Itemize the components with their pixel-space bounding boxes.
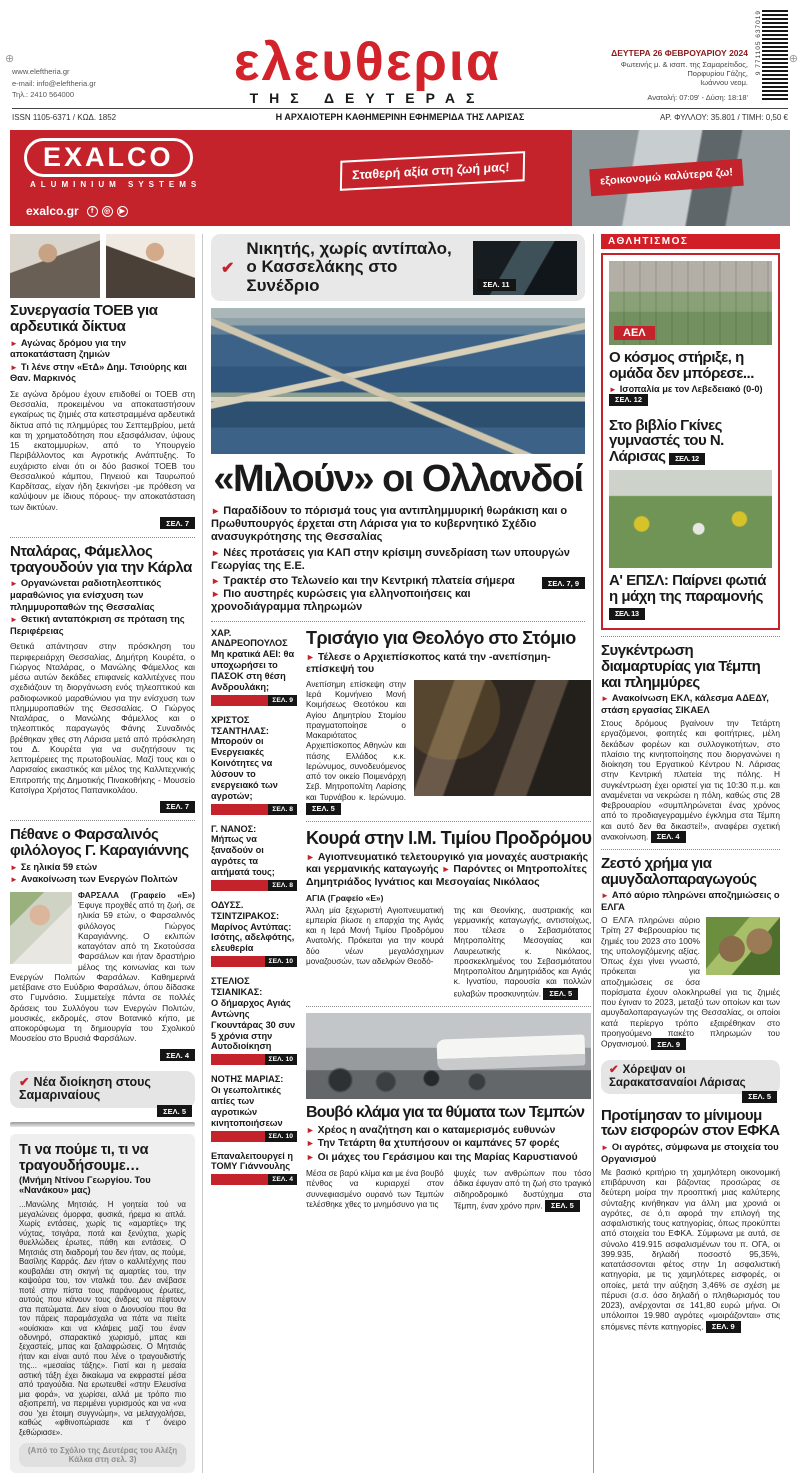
karla-flood-aerial-photo [211,308,585,454]
left-column [10,234,202,1473]
page-badge: ΣΕΛ. 5 [742,1091,777,1103]
article-body: Με βασικό κριτήριο τη χαμηλότερη οικονομική επιβάρυνση και βάζοντας προσώρας σε δεύτερη μοίρα την προοπτική μιας καλύτερης σύνταξης κινήθηκαν για άλλη μια χρονιά οι αγρότες, σε ό,τι αφορά την επιλογή της ασφαλιστικής τους κατηγορίας, όπως προκύπτει από στοιχεία του ΕΦΚΑ. Σύμφωνα με αυτά, σε σύνολο 419.915 ασφαλισμένων του π. ΟΓΑ, οι 399.935, δηλαδή ποσοστό 95,35%, κατατάσσονται φέτος στην 1η ασφαλιστική κατηγορία, με τις χαμηλότερες εισφορές, οι οποίες, μετά την αύξηση 3,46% σε σχέση με πέρυσι (σ.σ. όσο δηλαδή ο πληθωρισμός του 2023), ανέρχονται σε 141,80 ευρώ μήνα. Οι υπόλοιποι 19.980 αγρότες «μοιράζονται» στις επόμενες πέντε κατηγορίες. ΣΕΛ. 9 [601,1166,780,1332]
red-bar [211,1131,265,1142]
page-badge: ΣΕΛ. 12 [609,394,648,406]
page-badge: ΣΕΛ. 7 [160,801,195,813]
article-bullet: ► Αγώνας δρόμου για την αποκατάσταση ζημιών [10,337,126,360]
ad-tagline: Σταθερή αξία στη ζωή μας! [340,151,525,191]
article-trisagio [306,628,591,815]
article-bullet: ΣΕΛ. 7, 9 ► Τρακτέρ στο Τελωνείο και την Κεντρική πλατεία σήμερα ► Πιο αυστηρές κυρώσεις για ελληνοποιήσεις και χρονοδιάγραμμα πληρωμών [211,575,585,615]
article-toeb [10,303,195,531]
teaser-text: Νέα διοίκηση στους Σαμαριναίους [19,1074,151,1103]
bullet-icon: ► [609,384,617,394]
page-badge: ΣΕΛ. 5 [157,1105,192,1117]
article-bullet: ► Ανακοίνωση των Ενεργών Πολιτών [10,874,178,885]
masthead [0,0,800,124]
opinion-title: Μήπως να ξαναδούν οι αγρότες τα αιτήματά τους; [211,834,275,878]
bullet-icon: ► [306,851,315,862]
article-tempi [306,1104,591,1212]
opinion-title: Επαναλειτουργεί η ΤΟΜΥ Γιάννουλης [211,1150,294,1172]
opinion-teaser [211,900,297,967]
instagram-icon: ◎ [102,206,113,217]
page-badge: ΣΕΛ. 13 [609,608,645,620]
article-bullet: ► Παραδίδουν το πόρισμά τους για αντιπλημμυρική θωράκιση και ο Πρωθυπουργός έρχεται στη Λάρισα για το κυβερνητικό Σχέδιο ανασυγκρότησης της Θεσσαλίας [211,505,568,544]
page-badge: ΣΕΛ. 10 [265,1054,297,1065]
bullet-icon: ► [441,864,451,875]
opinion-title: Μπορούν οι Ενεργειακές Κοινότητες να λύσουν το ενεργειακό των αγροτών; [211,736,278,801]
bullet-icon: ► [601,694,609,704]
dateline: ΑΓΙΑ (Γραφείο «Ε») [306,892,384,903]
article-efka [601,1108,780,1333]
article-bullet: ► Σε ηλικία 59 ετών [10,861,98,872]
page-badge: ΣΕΛ. 12 [669,453,705,465]
bullet-icon: ► [211,506,221,517]
page-badge: ΣΕΛ. 9 [706,1321,741,1333]
archbishop-visit-photo [414,680,591,796]
article-karagiannis [10,827,195,1062]
opinion-column [10,1134,195,1473]
bullet-icon: ► [306,1152,315,1163]
opinion-title: Μη κρατικά ΑΕΙ: θα υποχωρήσει το ΠΑΣΟΚ στη θέση Ανδρουλάκη; [211,649,295,692]
bullet-icon: ► [306,651,315,662]
page-badge: ΣΕΛ. 7, 9 [542,577,585,589]
red-bar [211,1054,265,1065]
article-bullet: ► Χρέος η αναζήτηση και ο καταμερισμός ευθυνών [306,1124,556,1136]
ael-match-photo [609,261,772,345]
article-bullet: ► Από αύριο πληρώνει αποζημιώσεις ο ΕΛΓΑ [601,889,780,912]
opinion-title: Οι γεωπολιτικές αιτίες των αγροτικών κινητοποιήσεων [211,1085,283,1128]
page-badge: ΣΕΛ. 5 [543,988,578,1000]
article-headline: Α' ΕΠΣΛ: Παίρνει φωτιά η μάχη της παραμονής ΣΕΛ. 13 [609,571,766,619]
opinion-teaser [211,715,297,815]
opinion-teaser [211,824,297,891]
opinion-teaser-column [211,628,297,1212]
kasselakis-photo [473,241,577,295]
red-bar [211,804,268,815]
ad-claim: εξοικονομώ καλύτερα ζω! [589,159,744,197]
article-headline: Νταλάρας, Φάμελλος τραγουδούν για την Κάρλα [10,542,192,576]
right-column [594,234,780,1473]
almonds-photo [706,917,780,975]
youtube-icon: ▶ [117,206,128,217]
bullet-icon: ► [10,862,18,872]
article-body: Ο ΕΛΓΑ πληρώνει αύριο Τρίτη 27 Φεβρουαρίου τις ζημιές του 2023 στο 100% της υπολογιζόμενης αξίας. Όπως έχει γίνει γνωστό, πρόκειται για αποζημιώσεις σε όσα πορίσματα έχουν ολοκληρωθεί για τις ζημιές που έγιναν το 2023, μεταξύ των οποίων και των αμυγδαλοπαραγωγών της Θεσσαλίας, οι οποίοι κατά περίεργο τρόπο εξαιρέθηκαν στο προηγούμενο πακέτο πληρωμών του Οργανισμού. ΣΕΛ. 9 [601,915,780,1049]
page-badge: ΣΕΛ. 10 [265,956,297,967]
bullet-icon: ► [10,338,18,348]
bullet-icon: ► [10,875,18,885]
website: www.eleftheria.gr [12,67,70,77]
bullet-icon: ► [10,579,18,589]
article-headline: Τρισάγιο για Θεολόγο στο Στόμιο [306,627,576,648]
opinion-title: Ο δήμαρχος Αγιάς Αντώνης Γκουντάρας 30 συν 5 χρόνια στην Αυτοδιοίκηση [211,997,296,1052]
teaser-samarina [10,1071,195,1116]
article-bullet: ► Τέλεσε ο Αρχιεπίσκοπος κατά την -ανεπίσημη- επίσκεψή του [306,650,551,676]
newspaper-logo [147,31,588,106]
middle-articles [306,628,591,1212]
article-headline: Συνεργασία ΤΟΕΒ για αρδευτικά δίκτυα [10,302,158,335]
page-badge: ΣΕΛ. 4 [651,831,686,843]
opinion-author: Γ. ΝΑΝΟΣ: [211,823,257,834]
article-body: Σε αγώνα δρόμου έχουν επιδοθεί οι ΤΟΕΒ στη Θεσσαλία, προκειμένου να αποκαταστήσουν εγκαίρως τις ζημιές στα κατεστραμμένα αρδευτικά δίκτυα από τις πλημμύρες του Σεπτεμβρίου, μετά και τη χρηματοδότηση που εξασφάλισαν, ύψους 15 εκατομμυρίων, από το Υπουργείο Περιβάλλοντος και Αγροτικής Ανάπτυξης. Το ευχάριστο είναι ότι οι δύο βασικοί ΤΟΕΒ του Θεσσαλικού κάμπου, Πηνειού και Ταυρωπού Καρδίτσας, είχαν ήδη ξεκινήσει -με πρόθεση να καλύψουν με ίδιους πόρους- την αποκατάσταση των δικτύων. [10,388,195,512]
article-bullet: ► Οι μάχες του Γεράσιμου και της Μαρίας Καρυστιανού [306,1152,578,1164]
article-body-col2: της και Θεονίκης, αυστριακής και γερμανικής καταγωγής, αντιστοίχως, που τέλεσε ο Σεβασμιότατος Μητροπολίτης Μεσογαίας και Λαυρεωτικής κ. Νικόλαος, προσκεκλημένος του Σεβασμιότατου Μητροπολίτου Δημητριάδος και Αγιάς κ. Ιγνατίου, παρουσία και πολλών ευλαβών προσκυνητών. ΣΕΛ. 5 [453,905,592,999]
article-bullet: ► Ισοπαλία με τον Λεβεδειακό (0-0) ΣΕΛ. 12 [609,383,763,404]
teaser-kasselakis [211,234,585,301]
check-icon: ✔ [609,1064,619,1077]
article-koura [306,828,591,1000]
article-body-col1: Μέσα σε βαρύ κλίμα και με ένα βουβό πένθος να κυριαρχεί στον συννεφιασμένο ουρανό των Τεμπών τελέσθηκε χθες το μνημόσυνο για τις [306,1169,444,1209]
ad-main [10,130,572,226]
teaser-sarakatsanaioi [601,1060,780,1101]
column-title: Τι να πούμε τι, τι να τραγουδήσουμε… [19,1142,149,1175]
divider [10,820,195,821]
page-badge: ΣΕΛ. 4 [268,1174,297,1185]
opinion-title: Μαρίνος Αντύπας: Ισότης, αδελφότης, ελευθερία [211,921,295,954]
saints-line: Πορφυρίου Γάζης, [687,69,748,78]
divider [601,849,780,850]
opinion-teaser [211,976,297,1065]
logo-title: ελευθερια [233,31,502,92]
exalco-logo-subtitle: ALUMINIUM SYSTEMS [30,180,202,189]
article-headline: Κουρά στην Ι.Μ. Τιμίου Προδρόμου [306,827,592,848]
check-icon: ✔ [19,1074,30,1089]
divider [306,821,591,822]
divider [306,1006,591,1007]
bullet-icon: ► [601,1143,609,1152]
page-badge: ΣΕΛ. 5 [306,803,341,815]
article-headline: Πέθανε ο Φαρσαλινός φιλόλογος Γ. Καραγιάννης [10,826,189,859]
page-badge: ΣΕΛ. 8 [268,880,297,891]
teaser-text: Νικητής, χωρίς αντίπαλο, ο Κασσελάκης στο Συνέδριο [246,239,452,295]
article-body-col2: ψυχές των ανθρώπων που τόσο άδικα έφυγαν από τη ζωή στο τραγικό σιδηροδρομικό δυστύχημα στα Τέμπη, έναν χρόνο πριν. ΣΕΛ. 5 [453,1169,592,1211]
masthead-info [588,48,748,106]
bullet-icon: ► [10,615,18,625]
ad-website: exalco.gr [26,204,79,218]
saints-line: Ιωάννου νεομ. [700,78,748,87]
page-badge: ΣΕΛ. 7 [160,517,195,529]
article-bullet: ► Οργανώνεται ραδιοτηλεοπτικός μαραθώνιος για ενίσχυση των πλημμυροπαθών της Θεσσαλίας [10,578,162,612]
article-body: Στους δρόμους βγαίνουν την Τετάρτη εργαζόμενοι, φοιτητές και φοιτήτριες, μέλη δεκάδων φορέων και συλλογικοτήτων, στο πλαίσιο της κινητοποίησης που διοργανώνει η διοίκηση του Εργατικού Κέντρου Ν. Λάρισας στην Κεντρική πλατεία της πόλης. Η συγκέντρωση έχει οριστεί για τις 10:30 π.μ. και αναμένεται να νεκρώσει η πόλη, καθώς στις 28 Φεβρουαρίου «συμπληρώνεται ένας χρόνος από το προδιαγεγραμμένο έγκλημα στα Τέμπη και αυτό δεν θα δικαστεί!», αναφέρει σχετική ανακοίνωση. ΣΕΛ. 4 [601,718,780,842]
toeb-official-photo-2 [106,234,196,298]
main-headline: «Μιλούν» οι Ολλανδοί [213,458,583,501]
phone: Τηλ.: 2410 564000 [12,89,74,99]
article-bullet: ► Την Τετάρτη θα χτυπήσουν οι καμπάνες 57 φορές [306,1138,560,1150]
page-badge: ΣΕΛ. 4 [160,1049,195,1061]
article-elga [601,856,780,1050]
social-icons [87,206,128,217]
logo-subtitle: ΤΗΣ ΔΕΥΤΕΡΑΣ [249,90,486,106]
opinion-author: ΣΤΕΛΙΟΣ ΤΣΙΑΝΙΚΑΣ: [211,976,263,998]
barcode-number: 9 771105 637019 [755,10,762,76]
opinion-author: ΝΟΤΗΣ ΜΑΡΙΑΣ: [211,1074,284,1085]
red-bar [211,1174,268,1185]
page-badge: ΣΕΛ. 9 [651,1038,686,1050]
article-headline: Ο κόσμος στήριξε, η ομάδα δεν μπόρεσε... [609,349,754,382]
masthead-rule [12,108,788,124]
page-badge: ΣΕΛ. 5 [545,1200,580,1212]
bullet-icon: ► [306,1124,315,1135]
bullet-icon: ► [211,576,221,587]
article-body: ΦΑΡΣΑΛΑ (Γραφείο «Ε») Έφυγε προχθές από τη ζωή, σε ηλικία 59 ετών, ο Φαρσαλινός φιλόλογος Γιώργος Καραγιάννης. Ο εκλιπών καταγόταν από τη Σκοτούσσα Φαρσάλων και ήταν δραστήριο μέλος της κοινωνίας και των Ενεργών Πολιτών Φαρσάλων. Καθημερινά μετέβαινε στο Ευύδριο Φαρσάλων, όπου δίδασκε στο Γυμνάσιο. Συμμετείχε πάντα σε πολλές δράσεις του Συλλόγου των Ενεργών Πολιτών, μουσικές, εκδρομές, στον Βοτανικό κήπο, με αποκορύφωμα τη δημιουργία του Σχολικού Μουσείου στο Βρυσιά Φαρσάλων. [10,889,195,1044]
article-bullet: ► Νέες προτάσεις για ΚΑΠ στην κρίσιμη συνεδρίαση των υπουργών Γεωργίας της Ε.Ε. [211,546,570,572]
article-headline: Ζεστό χρήμα για αμυγδαλοπαραγωγούς [601,854,757,888]
opinion-teaser [211,1074,297,1141]
article-bullet: ► Αγιοπνευματικό τελετουργικό για μοναχές αυστριακής και γερμανικής καταγωγής ► Παρόντες οι Μητροπολίτες Δημητριάδος Ιγνάτιος και Μεσογαίας Νικόλαος [306,850,589,888]
article-headline: Συγκέντρωση διαμαρτυρίας για Τέμπη και πλημμύρες [601,642,761,691]
red-bar [211,956,265,967]
email: e-mail: info@eleftheria.gr [12,78,96,88]
team-badge: ΑΕΛ [614,326,655,340]
bullet-icon: ► [10,362,18,372]
barcode-stripes [762,10,788,102]
issue-date: ΔΕΥΤΕΡΑ 26 ΦΕΒΡΟΥΑΡΙΟΥ 2024 [611,48,748,58]
main-headline-bullets [211,505,585,615]
saints-line: Φωτεινής μ. & ισαπ. της Σαμαρείτιδος, [620,60,748,69]
red-bar [211,695,268,706]
column-body: ...Μανώλης Μητσιάς. Η γοητεία τού να μεγαλώνεις όμορφα, φυσικά, ήρεμα κι απλά. Χωρίς εντάσεις, χωρίς τις «αμαρτίες» της νύχτας, τσιγάρα, ποτά και ξενύχτια, χωρίς θυελλώδεις έρωτες, πάθη και εντάσεις. Ο Μητσιάς στη διαδρομή του δεν ήταν, ας πούμε, Βασίλης Καρράς. Δεν ήταν ο καλλιτέχνης που κουβαλάει στη σκηνή τις αμαρτίες του, την καψούρα του, τον νταλκά του. Δεν ανέβασε ποτέ στην πίστα τους παράνομους έρωτες, αυτούς που κάνουν τους άνδρες να πέφτουν στα πατώματα. Δεν είναι ο Διονυσίου που θα τον πάρεις παραμάσχαλα να πάτε να πιείτε «ουίσκια» και να κλάψεις μαζί του έναν οδυνηρό, σπαρακτικό χωρισμό, μπας και ξεχαστείς, μπας και ξαλαφρώσεις. Ο Μητσιάς ήταν και είναι αυτό που λένε ο τραγουδιστής της... «μεσαίας τάξης». Γιατί και η μεσαία αστική τάξη έχει δικαίωμα να εκφραστεί μέσα από τραγούδια. Να ερωτευθεί «στην Ελευσίνα μια φορά», να χωρίσει, αλλά με τρόπο πιο αξιοπρεπή, να περιμένει γυρισμούς και να «να σου 'χει έτοιμη συγγνώμη», να μελαγχολήσει, καθώς «φθινοπώριασε και τ' όνειρο ξεθώριασε». [19,1200,186,1437]
article-headline: Στο βιβλίο Γκίνες γυμναστές του Ν. Λάρισας ΣΕΛ. 12 [609,416,724,465]
exalco-logo: EXALCO [24,138,193,177]
newspaper-tagline: Η ΑΡΧΑΙΟΤΕΡΗ ΚΑΘΗΜΕΡΙΝΗ ΕΦΗΜΕΡΙΔΑ ΤΗΣ ΛΑΡΙΣΑΣ [275,112,525,122]
bullet-icon: ► [211,547,221,558]
article-body: Ανεπίσημη επίσκεψη στην Ιερά Κομνήνειο Μονή Κοιμήσεως Θεοτόκου και Αγίου Δημητρίου Στομίου πραγματοποίησε ο Μακαριότατος Αρχιεπίσκοπος Αθηνών και πάσης Ελλάδος κ.κ. Ιερώνυμος, συνοδευόμενος από τον οικείο Ποιμενάρχη Σεβ. Μητροπολίτη Λαρίσης και Τυρνάβου κ. Ιερώνυμο. ΣΕΛ. 5 [306,679,406,814]
facebook-icon: f [87,206,98,217]
opinion-author: ΟΔΥΣΣ. ΤΣΙΝΤΖΙΡΑΚΟΣ: [211,899,280,921]
teaser-text: Χόρεψαν οι Σαρακατσαναίοι Λάρισας [609,1064,746,1089]
article-headline: Βουβό κλάμα για τα θύματα των Τεμπών [306,1103,585,1121]
masthead-contact [12,66,147,106]
article-headline: Προτίμησαν το μίνιμουμ των εισφορών στον ΕΦΚΑ [601,1106,780,1140]
divider [601,636,780,637]
opinion-teaser [211,1151,297,1186]
registration-mark-icon: ⊕ [788,53,798,65]
middle-column [202,234,594,1473]
article-karla [10,544,195,814]
epsl-match-photo [609,470,772,568]
page-badge: ΣΕΛ. 11 [477,279,516,291]
divider [10,537,195,538]
ad-photo [572,130,790,226]
column-footer: (Από το Σχόλιο της Δευτέρας του Αλέξη Κάλκα στη σελ. 3) [19,1443,186,1467]
article-bullet: ► Τι λένε στην «ΕτΔ» Δημ. Τσιούρης και Θαν. Μαρκινός [10,361,187,384]
article-body-col1: Άλλη μία ξεχωριστή Αγιοπνευματική εμπειρία βίωσε η επαρχία της Αγιάς και η Ιερά Μονή Τιμίου Προδρόμου Ανατολής. Πρόκειται για την κουρά δύο νέων μεγαλόσχημων μοναζουσών, των αδελφών Θεοδό- [306,905,444,966]
sunrise-sunset: Ανατολή: 07:09' - Δύση: 18:18' [647,93,748,102]
karagiannis-portrait-photo [10,892,72,964]
column-subtitle: (Μνήμη Ντίνου Γεωργίου. Του «Νανάκου» μας) [19,1175,151,1196]
article-rally [601,643,780,843]
article-body: Θετικά απάντησαν στην πρόσκληση του περιφερειάρχη Θεσσαλίας, Δημήτρη Κουρέτα, ο Γιώργος Νταλάρας, ο Μανώλης Φάμελλος και μέσω αυτών δεκάδες επιφανείς καλλιτέχνες που σχεδιάζουν τη διοργάνωση ενός τηλεοπτικού και ραδιοφωνικού μαραθώνιου για την ενίσχυση των πλημμυροπαθών της Θεσσαλίας. Ο Γιώργος Νταλάρας, ο Μανώλης Φάμελλος και ο τηλεοπτικός παραγωγός Φάνης Συναδινός βρέθηκαν χθες στη Λάρισα μετά από πρόσκληση του Δ. Κουρέτα για να συζητήσουν τις λεπτομέρειες της πρωτοβουλίας. Μαζί τους και ο Λαρισαίος εικαστικός και μέλος της Καλλιτεχνικής Επιτροπής της Δημοτικής Πινακοθήκης - Μουσείο Κατσίγρα Χρήστος Παπανικολάου. [10,641,195,795]
issue-number-price: ΑΡ. ΦΥΛΛΟΥ: 35.801 / ΤΙΜΗ: 0,50 € [659,112,788,122]
registration-mark-icon: ⊕ [5,53,15,65]
article-bullet: ► Οι αγρότες, σύμφωνα με στοιχεία του Οργανισμού [601,1141,779,1164]
page-badge: ΣΕΛ. 9 [268,695,297,706]
bullet-icon: ► [211,589,221,600]
front-page-content [0,234,800,1473]
tempi-memorial-photo [306,1013,591,1099]
toeb-official-photo-1 [10,234,100,298]
issn: ISSN 1105-6371 / ΚΩΔ. 1852 [12,112,117,122]
barcode [748,10,788,106]
opinion-teaser [211,628,297,706]
exalco-ad-banner [10,130,790,226]
sports-box [601,253,780,630]
bullet-icon: ► [601,891,609,901]
red-bar [211,880,268,891]
dateline: ΦΑΡΣΑΛΑ (Γραφείο «Ε») [78,889,195,900]
divider [211,621,585,622]
bullet-icon: ► [306,1138,315,1149]
opinion-author: ΧΑΡ. ΑΝΔΡΕΟΠΟΥΛΟΣ [211,627,288,649]
page-badge: ΣΕΛ. 8 [268,804,297,815]
check-icon: ✔ [221,259,235,277]
opinion-author: ΧΡΙΣΤΟΣ ΤΣΑΝΤΗΛΑΣ: [211,714,269,736]
divider [10,1122,195,1127]
article-bullet: ► Ανακοίνωση ΕΚΛ, κάλεσμα ΑΔΕΔΥ, στάση εργασίας ΣΙΚΑΕΛ [601,692,769,715]
article-bullet: ► Θετική ανταπόκριση σε πρόταση της Περιφέρειας [10,614,185,636]
sports-section-header: ΑΘΛΗΤΙΣΜΟΣ [601,234,780,249]
page-badge: ΣΕΛ. 10 [265,1131,297,1142]
